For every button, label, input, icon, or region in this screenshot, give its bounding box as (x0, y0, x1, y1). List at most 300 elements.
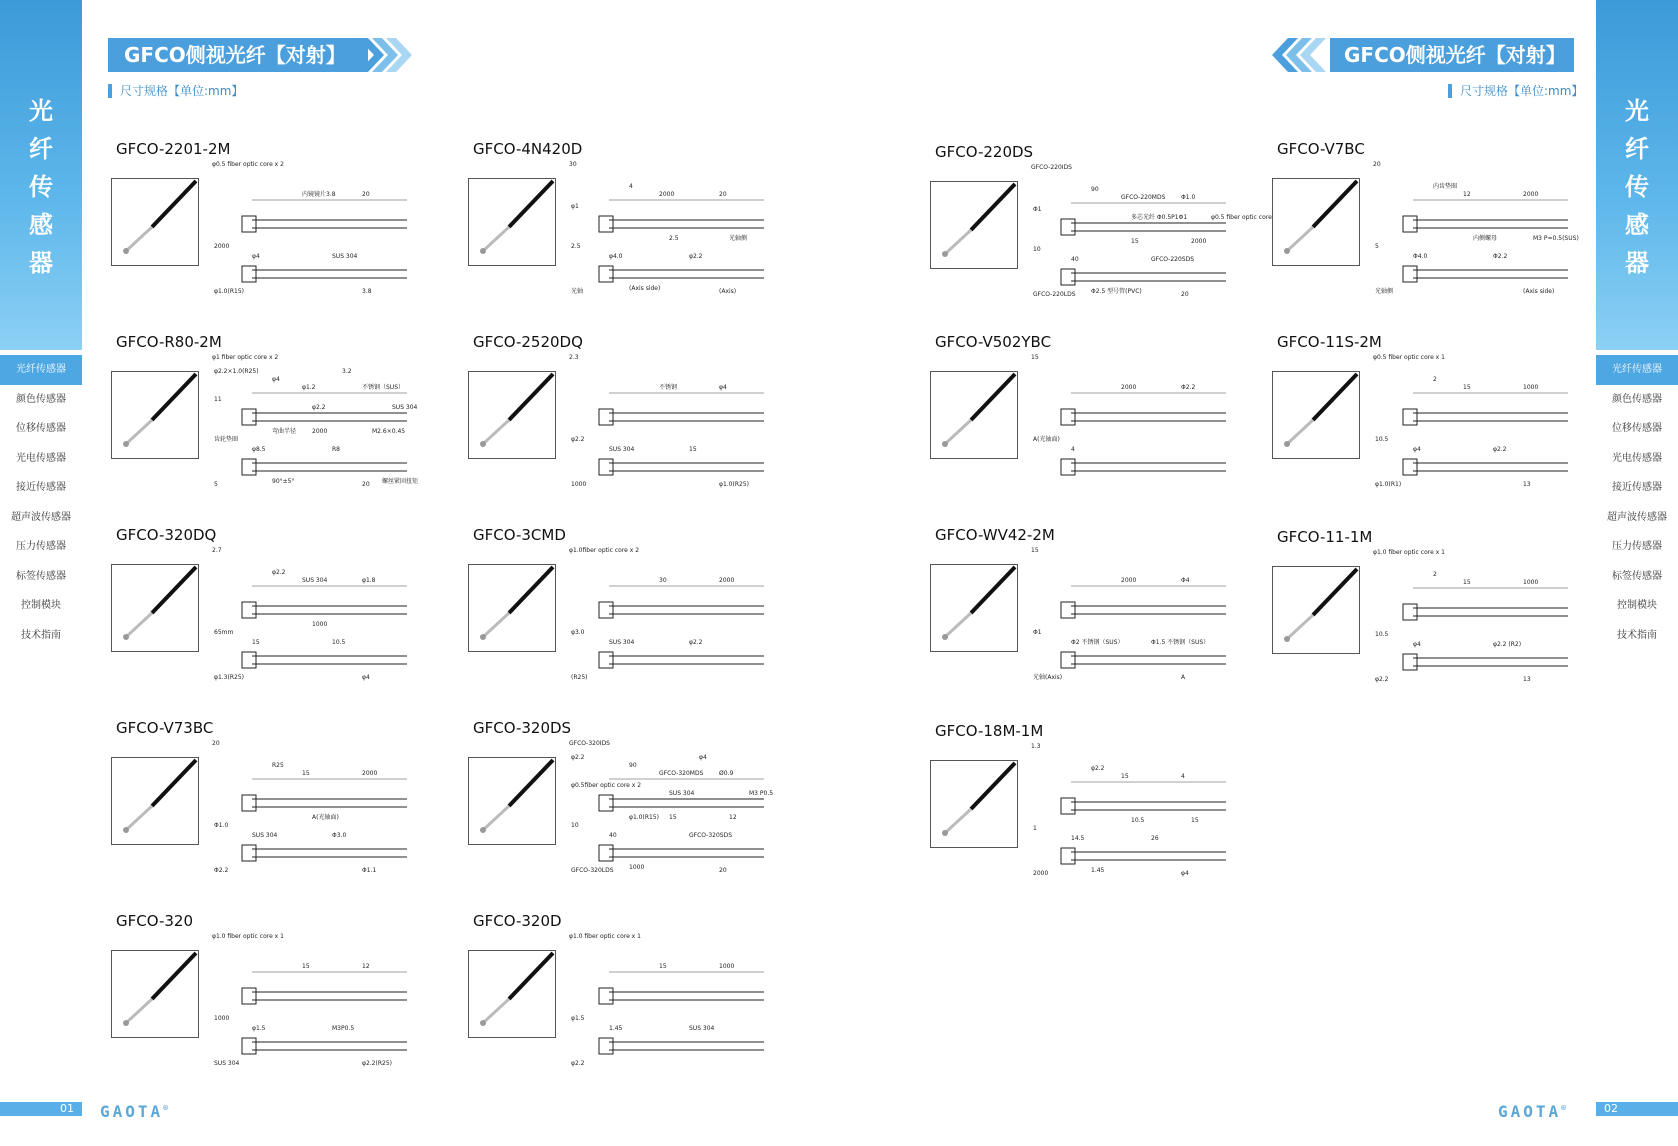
product-name: GFCO-320 (116, 912, 193, 930)
product-name: GFCO-4N420D (473, 140, 583, 158)
dimension-label: φ2.2(R25) (362, 1060, 392, 1067)
dimension-label: 26 (1151, 835, 1159, 842)
dimension-label: Φ1 (1033, 206, 1042, 213)
dimension-label: 2000 (1121, 384, 1137, 391)
drawing-line (1403, 409, 1417, 425)
dimension-label: φ2.2 (1493, 446, 1507, 453)
dimension-label: φ4 (272, 376, 280, 383)
dimension-label: 2 (1433, 376, 1437, 383)
dimension-label: φ1.0(R25) (719, 481, 749, 488)
dimension-label: SUS 304 (609, 446, 635, 453)
dimension-label: Φ4.0 (1413, 253, 1428, 260)
sidebar-menu-item[interactable]: 光电传感器 (1612, 452, 1662, 464)
dimension-label: 15 (1131, 238, 1139, 245)
dimension-label: 10 (571, 822, 579, 829)
dimension-label: φ1 fiber optic core x 2 (212, 354, 279, 361)
product-name: GFCO-V7BC (1277, 140, 1365, 158)
dimension-label: Φ3.0 (332, 832, 347, 839)
dimension-label: 15 (302, 770, 310, 777)
sidebar-menu-item[interactable]: 控制模块 (21, 600, 61, 611)
dimension-label: 1000 (214, 1015, 230, 1022)
sidebar-menu-item[interactable]: 光电传感器 (16, 452, 66, 464)
drawing-line (1061, 848, 1075, 864)
dimension-label: SUS 304 (302, 577, 328, 584)
product-photo (468, 757, 556, 845)
dimension-label: A(光轴面) (312, 814, 339, 821)
dimension-label: 12 (729, 814, 737, 821)
dimension-label: 1000 (571, 481, 587, 488)
sidebar-title-text: 光纤传感器 (1625, 97, 1649, 277)
drawing-line (599, 652, 613, 668)
dimension-label: SUS 304 (332, 253, 358, 260)
product-name: GFCO-11S-2M (1277, 333, 1382, 351)
left-page-banner (108, 38, 408, 72)
product-photo (930, 760, 1018, 848)
right-page-banner (1272, 38, 1572, 72)
dimension-label: 13 (1523, 676, 1531, 683)
dimension-label: 2 (1433, 571, 1437, 578)
dimension-label: R25 (272, 762, 284, 769)
sidebar-menu-item[interactable]: 接近传感器 (16, 482, 66, 493)
dimension-label: 1.3 (1031, 743, 1041, 750)
dimension-label: GFCO-220SDS (1151, 256, 1195, 263)
sidebar-title-text: 光纤传感器 (29, 97, 53, 277)
dimension-label: 1.45 (1091, 867, 1105, 874)
dimension-label: Φ2.2 (214, 867, 229, 874)
dimension-label: φ2.2 (312, 404, 326, 411)
product-item (116, 526, 456, 686)
dimension-label: φ2.2 (R2) (1493, 641, 1522, 648)
dimension-label: Φ4 (1181, 577, 1190, 584)
dimension-label: 2000 (659, 191, 675, 198)
dimension-drawing (212, 351, 419, 491)
dimension-label: GFCO-320LDS (571, 867, 614, 874)
sidebar-menu-item[interactable]: 压力传感器 (1612, 541, 1662, 552)
product-photo (1272, 566, 1360, 654)
dimension-label: φ2.2 (272, 569, 286, 576)
drawing-line (1061, 459, 1075, 475)
product-name: GFCO-V502YBC (935, 333, 1052, 351)
dimension-label: M3 P0.5 (749, 790, 774, 797)
dimension-label: 多芯光纤 Φ0.5P1Φ1 (1131, 214, 1188, 221)
dimension-label: φ2.2 (1091, 765, 1105, 772)
logo-mark: ® (163, 1103, 168, 1113)
product-name: GFCO-320DQ (116, 526, 217, 544)
drawing-line (242, 266, 256, 282)
dimension-label: 10.5 (1375, 436, 1389, 443)
dimension-label: Ø0.9 (719, 770, 734, 777)
dimension-label: SUS 304 (214, 1060, 240, 1067)
drawing-line (1061, 798, 1075, 814)
dimension-label: 15 (252, 639, 260, 646)
dimension-label: φ1 (571, 203, 579, 210)
dimension-label: GFCO-320MDS (659, 770, 704, 777)
dimension-label: 20 (1373, 161, 1381, 168)
dimension-label: 2000 (1191, 238, 1207, 245)
dimension-label: 2000 (1523, 191, 1539, 198)
product-photo (468, 371, 556, 459)
chevron-arrows-icon (1272, 38, 1332, 72)
dimension-label: 2000 (1121, 577, 1137, 584)
product-photo (468, 564, 556, 652)
sidebar-menu-item[interactable]: 压力传感器 (16, 541, 66, 552)
sidebar-menu (0, 355, 82, 650)
product-item (1277, 333, 1617, 493)
right-subtitle: 尺寸规格【单位:mm】 (1448, 84, 1583, 98)
drawing-line (1061, 652, 1075, 668)
product-photo (111, 950, 199, 1038)
dimension-label: 2.5 (571, 243, 581, 250)
dimension-label: 齿轮垫圈 (214, 436, 239, 443)
dimension-label: 90 (1091, 186, 1099, 193)
dimension-label: SUS 304 (392, 404, 418, 411)
dimension-label: Φ1 (1033, 629, 1042, 636)
dimension-label: φ1.3(R25) (214, 674, 244, 681)
dimension-label: (Axis) (719, 288, 737, 295)
dimension-label: M3P0.5 (332, 1025, 355, 1032)
dimension-label: 15 (1121, 773, 1129, 780)
dimension-label: φ1.0 fiber optic core x 1 (1373, 549, 1445, 556)
dimension-label: φ1.0 fiber optic core x 1 (569, 933, 641, 940)
dimension-label: φ2.2 (689, 639, 703, 646)
dimension-drawing (569, 158, 769, 298)
banner-title: GFCO侧视光纤【对射】 (1330, 38, 1574, 72)
dimension-label: 2000 (1033, 870, 1049, 877)
product-name: GFCO-R80-2M (116, 333, 222, 351)
dimension-drawing (569, 351, 769, 491)
product-photo (111, 757, 199, 845)
dimension-label: φ2.2 (1375, 676, 1389, 683)
product-item (935, 526, 1275, 686)
dimension-label: 4 (1181, 773, 1185, 780)
product-item (473, 333, 813, 493)
dimension-label: 5 (214, 481, 218, 488)
drawing-line (1403, 266, 1417, 282)
brand-logo (1498, 1102, 1566, 1121)
dimension-label: 15 (302, 963, 310, 970)
drawing-line (1403, 604, 1417, 620)
left-subtitle: 尺寸规格【单位:mm】 (108, 84, 243, 98)
dimension-label: Φ1.0 (214, 822, 229, 829)
sidebar-menu-item[interactable]: 超声波传感器 (1607, 511, 1667, 523)
dimension-label: 1000 (312, 621, 328, 628)
drawing-line (599, 266, 613, 282)
product-item (116, 912, 456, 1072)
dimension-label: 2000 (719, 577, 735, 584)
dimension-label: 30 (569, 161, 577, 168)
dimension-label: 1000 (1523, 579, 1539, 586)
dimension-label: Φ1.5 不锈钢（SUS） (1151, 639, 1210, 646)
dimension-label: φ1.5 (252, 1025, 266, 1032)
dimension-label: A(光轴面) (1033, 436, 1060, 443)
product-item (116, 719, 456, 879)
sidebar-menu-item[interactable]: 接近传感器 (1612, 482, 1662, 493)
dimension-label: 光轴侧 (729, 235, 748, 242)
dimension-label: Φ1.0 (1181, 194, 1196, 201)
dimension-label: Φ1.1 (362, 867, 377, 874)
dimension-label: (Axis side) (629, 285, 661, 292)
dimension-drawing (569, 737, 774, 877)
dimension-label: φ1.8 (362, 577, 376, 584)
drawing-line (599, 795, 613, 811)
dimension-label: φ4 (719, 384, 727, 391)
dimension-label: 15 (659, 963, 667, 970)
dimension-drawing (569, 930, 769, 1070)
sidebar-menu-item[interactable]: 技术指南 (21, 629, 61, 641)
drawing-line (599, 216, 613, 232)
dimension-label: 65mm (214, 629, 234, 636)
sidebar-vertical-title (0, 92, 82, 282)
dimension-label: φ2.2 (571, 754, 585, 761)
dimension-label: φ4 (362, 674, 370, 681)
sidebar-menu-item[interactable]: 标签传感器 (1612, 570, 1662, 582)
dimension-label: φ0.5 fiber optic core x 2 (1211, 214, 1283, 221)
dimension-label: φ1.0 fiber optic core x 1 (212, 933, 284, 940)
dimension-label: 3.8 (362, 288, 372, 295)
dimension-label: φ1.0(R15) (629, 814, 659, 821)
dimension-label: Φ2 不锈钢（SUS） (1071, 639, 1124, 646)
page-number: 01 (60, 1102, 74, 1115)
dimension-label: φ1.5 (571, 1015, 585, 1022)
drawing-line (599, 602, 613, 618)
dimension-label: 12 (1463, 191, 1471, 198)
dimension-label: 3.2 (342, 368, 352, 375)
dimension-label: 内侧螺母 (1473, 235, 1498, 242)
dimension-label: 2.5 (669, 235, 679, 242)
banner-title: GFCO侧视光纤【对射】 (108, 38, 368, 72)
drawing-line (242, 602, 256, 618)
drawing-line (599, 1038, 613, 1054)
dimension-drawing (1373, 546, 1573, 686)
dimension-label: 1000 (629, 864, 645, 871)
drawing-line (1403, 216, 1417, 232)
dimension-label: (R25) (571, 674, 588, 681)
product-name: GFCO-V73BC (116, 719, 214, 737)
sidebar-band (0, 0, 82, 350)
product-photo (111, 371, 199, 459)
chevron-arrows-icon (358, 38, 418, 72)
dimension-label: φ4.0 (609, 253, 623, 260)
dimension-label: 40 (609, 832, 617, 839)
dimension-label: 弯曲半径 (272, 428, 297, 435)
product-photo (111, 564, 199, 652)
dimension-label: φ3.0 (571, 629, 585, 636)
dimension-label: 20 (719, 191, 727, 198)
drawing-line (1403, 459, 1417, 475)
product-item (935, 143, 1283, 303)
dimension-label: 20 (212, 740, 220, 747)
page-number-bar (0, 1102, 82, 1116)
product-photo (468, 178, 556, 266)
dimension-label: 15 (1031, 547, 1039, 554)
drawing-line (599, 845, 613, 861)
product-photo (930, 564, 1018, 652)
drawing-line (242, 409, 256, 425)
dimension-label: 30 (659, 577, 667, 584)
page-number-bar (1596, 1102, 1678, 1116)
dimension-label: 15 (1463, 384, 1471, 391)
dimension-drawing (1031, 161, 1283, 301)
dimension-label: 20 (362, 191, 370, 198)
dimension-label: 10.5 (1131, 817, 1145, 824)
product-name: GFCO-220DS (935, 143, 1034, 161)
dimension-label: SUS 304 (252, 832, 278, 839)
dimension-label: 1 (1033, 825, 1037, 832)
sidebar-menu-item[interactable]: 技术指南 (1617, 629, 1657, 641)
product-item (473, 526, 813, 686)
drawing-line (242, 459, 256, 475)
dimension-label: 光轴 (571, 288, 584, 295)
dimension-label: φ1.0fiber optic core x 2 (569, 547, 640, 554)
dimension-label: 光轴侧 (1375, 288, 1394, 295)
dimension-label: φ0.5 fiber optic core x 2 (212, 161, 284, 168)
dimension-label: 内镜镜片3.8 (302, 191, 336, 198)
dimension-label: φ4 (1413, 446, 1421, 453)
product-item (935, 333, 1275, 493)
sidebar-menu-item[interactable]: 位移传感器 (1612, 423, 1662, 434)
product-item (473, 912, 813, 1072)
dimension-label: 15 (669, 814, 677, 821)
dimension-drawing (569, 544, 769, 684)
dimension-label: 螺丝紧固扭矩 (382, 478, 419, 485)
drawing-line (242, 216, 256, 232)
dimension-label: φ0.5 fiber optic core x 1 (1373, 354, 1445, 361)
dimension-label: 内齿垫圈 (1433, 183, 1458, 190)
dimension-label: φ4 (252, 253, 260, 260)
dimension-label: 10.5 (332, 639, 346, 646)
product-item (473, 140, 813, 300)
sidebar-menu-item[interactable]: 颜色传感器 (16, 393, 66, 405)
dimension-label: φ0.5fiber optic core x 2 (571, 782, 642, 789)
dimension-label: SUS 304 (689, 1025, 715, 1032)
dimension-label: GFCO-220LDS (1033, 291, 1076, 298)
dimension-label: 15 (1031, 354, 1039, 361)
drawing-line (599, 988, 613, 1004)
dimension-label: Φ2.2 (1493, 253, 1508, 260)
dimension-label: 15 (1191, 817, 1199, 824)
dimension-label: 20 (1181, 291, 1189, 298)
dimension-label: 15 (689, 446, 697, 453)
product-name: GFCO-WV42-2M (935, 526, 1055, 544)
dimension-drawing (212, 737, 412, 877)
dimension-label: 1000 (719, 963, 735, 970)
dimension-label: φ1.0(R15) (214, 288, 244, 295)
dimension-label: φ2.2×1.0(R25) (214, 368, 259, 375)
dimension-label: 13 (1523, 481, 1531, 488)
dimension-label: 不锈钢 (659, 384, 678, 391)
dimension-label: 90°±5° (272, 478, 295, 485)
dimension-label: 2.3 (569, 354, 579, 361)
dimension-label: 2.7 (212, 547, 222, 554)
drawing-line (242, 795, 256, 811)
logo-text: GAOTA (1498, 1102, 1562, 1121)
dimension-drawing (212, 930, 412, 1070)
brand-logo (100, 1102, 168, 1121)
dimension-label: 4 (1071, 446, 1075, 453)
sidebar-menu-item[interactable]: 超声波传感器 (11, 511, 71, 523)
product-name: GFCO-320D (473, 912, 562, 930)
dimension-label: 1.45 (609, 1025, 623, 1032)
drawing-line (1061, 219, 1075, 235)
sidebar-menu-item[interactable]: 光纤传感器 (1596, 355, 1678, 385)
dimension-label: Φ2.2 (1181, 384, 1196, 391)
drawing-line (599, 409, 613, 425)
product-name: GFCO-320DS (473, 719, 572, 737)
dimension-label: 10.5 (1375, 631, 1389, 638)
dimension-label: 15 (1463, 579, 1471, 586)
dimension-drawing (1031, 544, 1231, 684)
dimension-label: SUS 304 (609, 639, 635, 646)
dimension-label: 2000 (312, 428, 328, 435)
dimension-label: φ2.2 (571, 436, 585, 443)
dimension-label: GFCO-320IDS (569, 740, 610, 747)
sidebar-menu-item[interactable]: 位移传感器 (16, 423, 66, 434)
drawing-line (242, 845, 256, 861)
dimension-label: φ4 (1413, 641, 1421, 648)
dimension-label: 12 (362, 963, 370, 970)
sidebar-menu-item[interactable]: 颜色传感器 (1612, 393, 1662, 405)
dimension-label: 不锈钢（SUS） (362, 384, 405, 391)
logo-mark: ® (1561, 1103, 1566, 1113)
dimension-label: M2.6×0.45 (372, 428, 406, 435)
product-name: GFCO-2520DQ (473, 333, 583, 351)
sidebar-menu-item[interactable]: 光纤传感器 (0, 355, 82, 385)
dimension-label: φ8.5 (252, 446, 266, 453)
dimension-drawing (1373, 158, 1579, 298)
product-item (116, 140, 456, 300)
drawing-line (242, 988, 256, 1004)
dimension-label: 14.5 (1071, 835, 1085, 842)
dimension-label: φ4 (699, 754, 707, 761)
dimension-label: A (1181, 674, 1186, 681)
dimension-label: φ1.0(R1) (1375, 481, 1402, 488)
dimension-drawing (212, 158, 412, 298)
dimension-label: 2000 (214, 243, 230, 250)
drawing-line (1061, 409, 1075, 425)
product-item (935, 722, 1275, 882)
product-item (1277, 140, 1617, 300)
product-photo (1272, 178, 1360, 266)
dimension-drawing (1031, 740, 1231, 880)
dimension-label: 5 (1375, 243, 1379, 250)
dimension-label: (Axis side) (1523, 288, 1555, 295)
drawing-line (1061, 602, 1075, 618)
dimension-label: φ2.2 (689, 253, 703, 260)
dimension-label: 90 (629, 762, 637, 769)
dimension-label: 光轴(Axis) (1033, 674, 1063, 681)
dimension-label: φ1.2 (302, 384, 316, 391)
drawing-line (242, 652, 256, 668)
sidebar-menu-item[interactable]: 控制模块 (1617, 600, 1657, 611)
sidebar-menu-item[interactable]: 标签传感器 (16, 570, 66, 582)
drawing-line (599, 459, 613, 475)
dimension-label: 20 (719, 867, 727, 874)
drawing-line (242, 1038, 256, 1054)
drawing-line (1403, 654, 1417, 670)
product-item (1277, 528, 1617, 688)
dimension-drawing (212, 544, 412, 684)
product-name: GFCO-3CMD (473, 526, 566, 544)
dimension-label: φ2.2 (571, 1060, 585, 1067)
product-name: GFCO-18M-1M (935, 722, 1044, 740)
dimension-label: SUS 304 (669, 790, 695, 797)
product-item (116, 333, 456, 493)
dimension-label: 1000 (1523, 384, 1539, 391)
product-item (473, 719, 813, 879)
product-name: GFCO-2201-2M (116, 140, 231, 158)
dimension-label: GFCO-220IDS (1031, 164, 1072, 171)
dimension-label: 2000 (362, 770, 378, 777)
